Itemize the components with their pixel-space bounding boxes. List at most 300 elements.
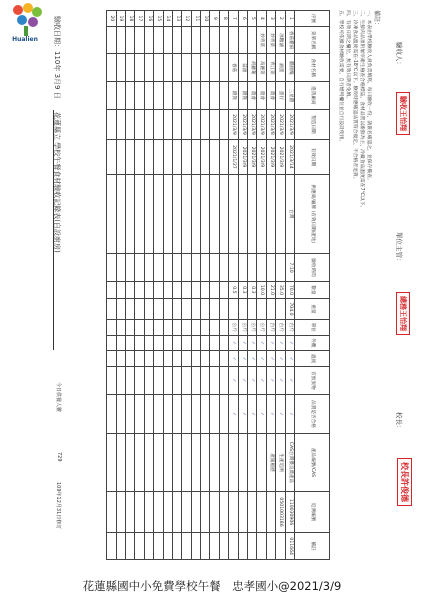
- table-cell: [238, 174, 247, 254]
- table-cell: [191, 54, 200, 82]
- table-cell: [182, 394, 191, 434]
- table-cell: [238, 491, 247, 533]
- table-cell: 0.5: [229, 281, 238, 298]
- column-header: 食材名稱: [295, 54, 330, 82]
- table-cell: [182, 351, 191, 367]
- table-cell: 2021/3/8: [266, 109, 275, 140]
- table-cell: [201, 281, 210, 298]
- table-cell: [125, 254, 134, 282]
- table-cell: [116, 26, 125, 54]
- table-cell: [107, 298, 116, 319]
- inspector-label: 驗收人：: [395, 42, 403, 68]
- table-cell: 炒青菜: [266, 26, 275, 54]
- table-cell: [154, 351, 163, 367]
- table-cell: [201, 82, 210, 110]
- table-cell: [154, 319, 163, 335]
- table-cell: [191, 82, 200, 110]
- table-cell: [116, 254, 125, 282]
- table-cell: [116, 54, 125, 82]
- table-cell: [154, 109, 163, 140]
- table-cell: [163, 335, 172, 351]
- table-cell: [116, 491, 125, 533]
- table-cell: [107, 394, 116, 434]
- table-cell: [229, 174, 238, 254]
- table-cell: [116, 319, 125, 335]
- table-cell: [210, 82, 219, 110]
- table-cell: [276, 298, 285, 319]
- table-cell: 公斤: [238, 319, 247, 335]
- table-cell: [248, 491, 257, 533]
- table-cell: [154, 254, 163, 282]
- table-cell: [238, 26, 247, 54]
- table-cell: [201, 533, 210, 560]
- table-cell: [154, 281, 163, 298]
- table-cell: 13: [172, 11, 181, 27]
- table-row: [266, 11, 275, 560]
- table-cell: [135, 26, 144, 54]
- supervisor-stamp: 總務王怡翔: [396, 292, 410, 335]
- column-header: 菜單名稱: [295, 26, 330, 54]
- table-cell: ✓: [238, 351, 247, 367]
- table-cell: [107, 351, 116, 367]
- table-row: [219, 11, 228, 560]
- table-cell: ✓: [248, 335, 257, 351]
- table-cell: [219, 491, 228, 533]
- table-cell: ✓: [266, 351, 275, 367]
- table-row: [135, 11, 144, 560]
- table-cell: [266, 491, 275, 533]
- table-cell: ✓: [285, 394, 294, 434]
- table-cell: [154, 335, 163, 351]
- column-header: 供應商/廠牌 (有效日期/產地): [295, 174, 330, 254]
- table-cell: [210, 394, 219, 434]
- table-cell: [163, 533, 172, 560]
- table-cell: 16: [144, 11, 153, 27]
- table-cell: [172, 351, 181, 367]
- table-cell: [201, 319, 210, 335]
- scanned-form: [50, 2, 422, 570]
- table-cell: 公斤: [257, 319, 266, 335]
- table-cell: [191, 335, 200, 351]
- table-cell: 0501003186: [276, 491, 285, 533]
- table-cell: [210, 254, 219, 282]
- table-cell: [210, 367, 219, 395]
- table-cell: [144, 298, 153, 319]
- table-row: [144, 11, 153, 560]
- table-cell: 雜貨: [229, 82, 238, 110]
- table-cell: [163, 82, 172, 110]
- table-cell: [257, 298, 266, 319]
- table-cell: [125, 394, 134, 434]
- table-cell: [125, 434, 134, 491]
- table-cell: ✓: [248, 351, 257, 367]
- table-cell: 高麗菜: [257, 54, 266, 82]
- table-cell: [191, 351, 200, 367]
- table-cell: [135, 394, 144, 434]
- table-cell: [172, 54, 181, 82]
- table-cell: [107, 491, 116, 533]
- table-cell: 2021/3/9: [238, 109, 247, 140]
- table-cell: [144, 367, 153, 395]
- table-row: [229, 11, 238, 560]
- table-cell: ✓: [229, 351, 238, 367]
- table-row: [248, 11, 257, 560]
- table-cell: 7: [229, 11, 238, 27]
- table-cell: 胡蘿蔔: [248, 54, 257, 82]
- column-header: 外觀: [295, 335, 330, 351]
- table-cell: [191, 491, 200, 533]
- table-cell: [219, 140, 228, 174]
- table-cell: [210, 434, 219, 491]
- table-cell: [210, 319, 219, 335]
- table-cell: 8: [219, 11, 228, 27]
- table-row: [276, 11, 285, 560]
- table-cell: [172, 367, 181, 395]
- table-cell: 香菇: [229, 54, 238, 82]
- table-cell: [144, 54, 153, 82]
- table-cell: 2021/3/9: [248, 140, 257, 174]
- table-cell: [135, 140, 144, 174]
- table-row: [285, 11, 294, 560]
- table-cell: [107, 434, 116, 491]
- table-cell: [210, 491, 219, 533]
- table-row: [154, 11, 163, 560]
- logo-text: Hualien: [12, 36, 38, 43]
- table-cell: [266, 174, 275, 254]
- table-cell: [107, 254, 116, 282]
- table-cell: 農會: [248, 82, 257, 110]
- table-cell: [219, 351, 228, 367]
- table-cell: [107, 54, 116, 82]
- table-cell: 產銷履歷: [266, 434, 275, 491]
- table-cell: [172, 174, 181, 254]
- table-cell: 12: [182, 11, 191, 27]
- table-cell: [219, 335, 228, 351]
- meal-count: 729: [56, 452, 62, 462]
- table-cell: ✓: [266, 335, 275, 351]
- column-header: 溫度: [295, 351, 330, 367]
- table-cell: [163, 319, 172, 335]
- table-cell: [248, 254, 257, 282]
- table-cell: [135, 54, 144, 82]
- table-cell: [163, 394, 172, 434]
- table-cell: 11: [191, 11, 200, 27]
- table-cell: [248, 26, 257, 54]
- table-cell: [219, 254, 228, 282]
- table-cell: [182, 335, 191, 351]
- column-header: 重量: [295, 298, 330, 319]
- table-cell: 10: [201, 11, 210, 27]
- table-cell: ✓: [229, 394, 238, 434]
- table-cell: [107, 335, 116, 351]
- table-cell: [210, 335, 219, 351]
- table-cell: [163, 281, 172, 298]
- table-cell: [248, 174, 257, 254]
- table-cell: [135, 174, 144, 254]
- meal-count-label: 今日供餐人數: [55, 382, 61, 413]
- table-cell: 2021/3/9: [276, 109, 285, 140]
- table-cell: [154, 491, 163, 533]
- notes-title: 備註：: [373, 10, 380, 29]
- table-cell: [154, 533, 163, 560]
- table-cell: ✓: [285, 367, 294, 395]
- table-cell: [116, 82, 125, 110]
- table-cell: [229, 533, 238, 560]
- table-cell: [191, 140, 200, 174]
- table-cell: [172, 109, 181, 140]
- table-cell: ✓: [257, 335, 266, 351]
- table-cell: [125, 351, 134, 367]
- table-cell: [201, 140, 210, 174]
- table-cell: [135, 281, 144, 298]
- table-cell: [248, 533, 257, 560]
- table-cell: [125, 140, 134, 174]
- table-cell: 蒜頭: [238, 54, 247, 82]
- note-line: 三、冷凍食品溫度需在-18℃以下。驗收時應確認品質符合規定，不合格者退貨。: [352, 10, 357, 182]
- table-cell: [107, 26, 116, 54]
- column-header: 驗收時間: [295, 254, 330, 282]
- table-cell: [229, 491, 238, 533]
- table-cell: [163, 367, 172, 395]
- table-cell: [116, 109, 125, 140]
- table-cell: 青江菜: [266, 54, 275, 82]
- column-header: 追溯編號: [295, 491, 330, 533]
- table-cell: 5: [248, 11, 257, 27]
- table-cell: [163, 140, 172, 174]
- table-cell: [210, 351, 219, 367]
- table-cell: [125, 109, 134, 140]
- table-cell: [201, 254, 210, 282]
- table-cell: 2021/3/9: [276, 140, 285, 174]
- table-cell: 2021/3/9: [266, 140, 275, 174]
- table-cell: [172, 140, 181, 174]
- table-cell: ✓: [276, 351, 285, 367]
- table-cell: [144, 281, 153, 298]
- table-body: [107, 11, 295, 560]
- table-cell: [238, 254, 247, 282]
- table-cell: [219, 109, 228, 140]
- table-cell: 台灣: [285, 174, 294, 254]
- table-cell: [154, 367, 163, 395]
- table-cell: [219, 533, 228, 560]
- table-cell: 20: [107, 11, 116, 27]
- inspection-table: [106, 10, 330, 560]
- table-cell: [135, 82, 144, 110]
- table-cell: [201, 54, 210, 82]
- table-row: [107, 11, 116, 560]
- notes-list: [337, 10, 372, 558]
- table-cell: [135, 351, 144, 367]
- table-cell: [266, 533, 275, 560]
- table-cell: 公斤: [248, 319, 257, 335]
- table-cell: [144, 254, 153, 282]
- table-cell: [144, 82, 153, 110]
- column-header: 單位: [295, 319, 330, 335]
- table-cell: [276, 533, 285, 560]
- table-cell: [219, 174, 228, 254]
- table-cell: ✓: [285, 351, 294, 367]
- table-cell: 農會: [266, 82, 275, 110]
- column-header: 產品編號/CAS: [295, 434, 330, 491]
- table-cell: [135, 434, 144, 491]
- table-cell: [238, 298, 247, 319]
- table-cell: [229, 254, 238, 282]
- table-cell: [163, 254, 172, 282]
- table-cell: [125, 367, 134, 395]
- table-cell: 17: [135, 11, 144, 27]
- table-cell: 2021/3/9: [248, 109, 257, 140]
- table-cell: ✓: [238, 335, 247, 351]
- table-cell: 炒青菜: [257, 26, 266, 54]
- table-cell: [201, 394, 210, 434]
- table-cell: 雞腿塊: [285, 54, 294, 82]
- table-cell: [266, 254, 275, 282]
- table-cell: [135, 335, 144, 351]
- table-cell: [210, 533, 219, 560]
- table-cell: 台斤: [276, 319, 285, 335]
- table-cell: [154, 54, 163, 82]
- table-cell: 15: [154, 11, 163, 27]
- column-header: 數量: [295, 281, 330, 298]
- table-cell: [107, 140, 116, 174]
- table-cell: [210, 26, 219, 54]
- note-line: 四、有效日期之欄位，無有效日期者免填。: [345, 10, 350, 102]
- table-cell: [210, 298, 219, 319]
- table-cell: [125, 26, 134, 54]
- table-cell: 公斤: [229, 319, 238, 335]
- table-cell: 14: [163, 11, 172, 27]
- table-cell: [191, 319, 200, 335]
- table-cell: [191, 434, 200, 491]
- table-row: [257, 11, 266, 560]
- table-cell: ✓: [238, 367, 247, 395]
- table-cell: 1: [285, 11, 294, 27]
- table-cell: [116, 533, 125, 560]
- table-cell: [163, 109, 172, 140]
- table-cell: [163, 54, 172, 82]
- table-cell: [191, 174, 200, 254]
- table-cell: [238, 533, 247, 560]
- table-cell: [219, 54, 228, 82]
- table-cell: ✓: [266, 367, 275, 395]
- hualien-logo: [6, 2, 46, 38]
- table-cell: 0.3: [248, 281, 257, 298]
- table-cell: [116, 367, 125, 395]
- table-cell: [201, 109, 210, 140]
- table-cell: [257, 491, 266, 533]
- table-row: [191, 11, 200, 560]
- table-cell: [191, 26, 200, 54]
- table-cell: 35.0: [276, 281, 285, 298]
- table-cell: [144, 335, 153, 351]
- table-cell: [210, 281, 219, 298]
- table-cell: [163, 434, 172, 491]
- table-cell: [210, 174, 219, 254]
- table-cell: [210, 109, 219, 140]
- table-cell: ✓: [257, 394, 266, 434]
- note-line: 一、本表由學校驗收人員負責填寫，每日驗收一份，請簽名確認之，並保存備查。: [366, 10, 371, 183]
- table-cell: [201, 26, 210, 54]
- table-cell: [135, 109, 144, 140]
- table-cell: [172, 491, 181, 533]
- table-cell: ✓: [238, 394, 247, 434]
- table-cell: [191, 109, 200, 140]
- table-cell: 110030906: [285, 491, 294, 533]
- table-cell: [182, 319, 191, 335]
- column-header: 序號: [295, 11, 330, 27]
- table-cell: 6: [238, 11, 247, 27]
- table-row: [172, 11, 181, 560]
- table-cell: [107, 319, 116, 335]
- table-cell: [125, 335, 134, 351]
- table-cell: [172, 533, 181, 560]
- table-cell: [257, 254, 266, 282]
- table-row: [116, 11, 125, 560]
- table-row: [201, 11, 210, 560]
- table-cell: [201, 351, 210, 367]
- table-row: [182, 11, 191, 560]
- table-cell: 台斤: [285, 319, 294, 335]
- table-cell: [172, 319, 181, 335]
- table-cell: [172, 281, 181, 298]
- table-cell: [144, 533, 153, 560]
- column-header: 有無異物: [295, 367, 330, 395]
- table-cell: 9: [210, 11, 219, 27]
- table-cell: [125, 174, 134, 254]
- inspector-stamp: 驗收王怡翔: [396, 92, 410, 135]
- table-cell: [191, 298, 200, 319]
- table-cell: 2021/3/9: [257, 140, 266, 174]
- note-line: 二、生鮮肉品須附屠宰衛生檢查合格標誌，食材品質以新鮮為主，冷藏食品溫度需在7℃以下。: [359, 10, 364, 211]
- table-cell: [248, 298, 257, 319]
- principal-label: 校長：: [395, 412, 403, 432]
- table-cell: [116, 351, 125, 367]
- table-cell: 2021/3/9: [285, 109, 294, 140]
- table-cell: [266, 298, 275, 319]
- table-cell: [125, 298, 134, 319]
- table-cell: [116, 174, 125, 254]
- table-cell: 蛋行: [276, 82, 285, 110]
- table-cell: 滷蛋: [276, 54, 285, 82]
- table-cell: [182, 434, 191, 491]
- table-cell: [182, 533, 191, 560]
- table-cell: ✓: [248, 394, 257, 434]
- table-cell: [201, 335, 210, 351]
- table-cell: [125, 319, 134, 335]
- table-cell: [163, 491, 172, 533]
- table-cell: ✓: [229, 367, 238, 395]
- table-cell: [210, 140, 219, 174]
- table-cell: [144, 140, 153, 174]
- table-cell: [154, 140, 163, 174]
- table-cell: [135, 491, 144, 533]
- table-cell: [219, 434, 228, 491]
- table-cell: [144, 319, 153, 335]
- table-cell: [182, 491, 191, 533]
- table-cell: [125, 533, 134, 560]
- table-cell: [135, 298, 144, 319]
- table-cell: 香菇雞湯: [285, 26, 294, 54]
- column-header: 備註: [295, 533, 330, 560]
- table-cell: [172, 26, 181, 54]
- table-cell: ✓: [266, 394, 275, 434]
- table-cell: 2: [276, 11, 285, 27]
- title-underline: [53, 110, 54, 350]
- table-cell: [172, 298, 181, 319]
- table-cell: [182, 54, 191, 82]
- table-cell: ✓: [276, 367, 285, 395]
- table-cell: [154, 298, 163, 319]
